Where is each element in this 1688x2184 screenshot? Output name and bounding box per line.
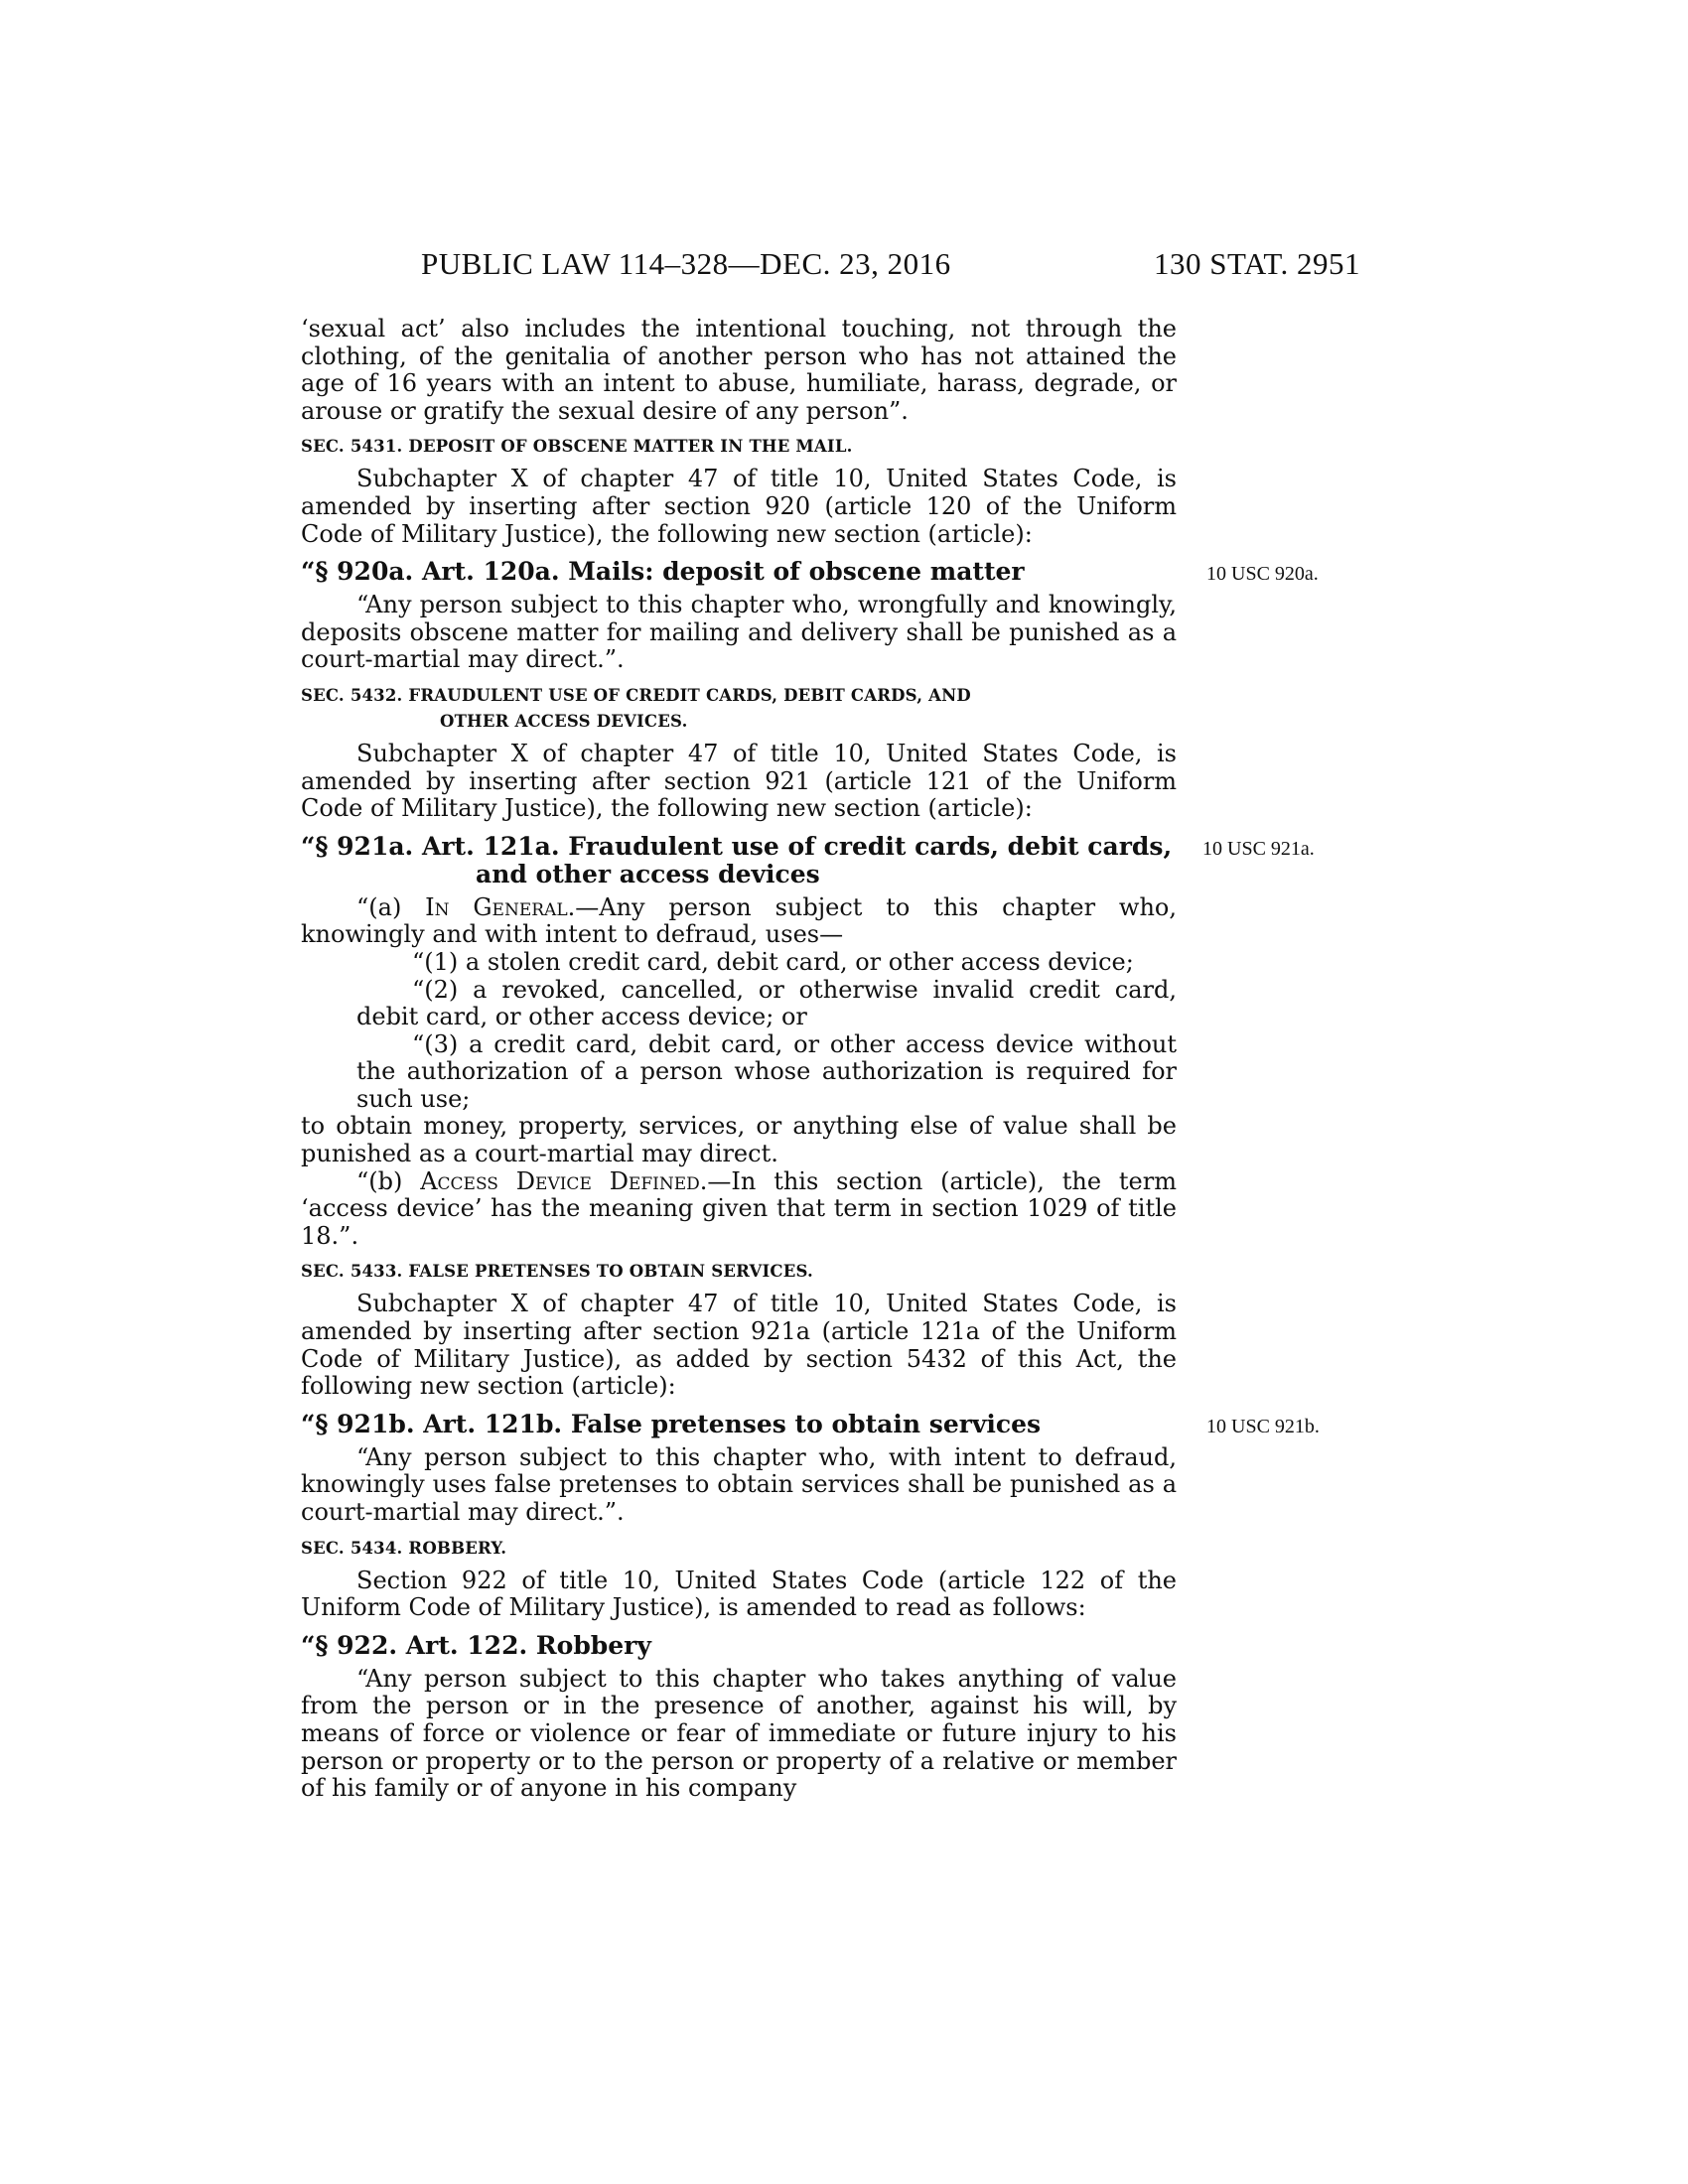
paragraph-item-3: “(3) a credit card, debit card, or other access device without the authorization of a person whose authorization is required for such use; — [356, 1029, 1177, 1113]
paragraph: Subchapter X of chapter 47 of title 10, United States Code, is amended by inserting after section 921a (article 121a of the Uniform Code of Military Justice), as added by section 5432 of this Act, the following new section (article): — [301, 1290, 1177, 1401]
margin-note-921a: 10 USC 921a. — [1202, 837, 1315, 860]
article-heading-921b — [301, 1409, 1320, 1438]
article-heading-line: and other access devices — [476, 859, 820, 888]
subsection-heading: In General — [425, 892, 568, 921]
section-heading-5433: SEC. 5433. FALSE PRETENSES TO OBTAIN SERVICES. — [301, 1262, 813, 1282]
paragraph: Subchapter X of chapter 47 of title 10, United States Code, is amended by inserting after section 920 (article 120 of the Uniform Code of Military Justice), the following new section (article): — [301, 465, 1177, 548]
paragraph: Subchapter X of chapter 47 of title 10, United States Code, is amended by inserting after section 921 (article 121 of the Uniform Code of Military Justice), the following new section (article): — [301, 739, 1177, 823]
paragraph: Section 922 of title 10, United States Code (article 122 of the Uniform Code of Military Justice), is amended to read as follows: — [301, 1566, 1177, 1622]
subsection-label: “(a) — [356, 892, 426, 921]
paragraph-item-1: “(1) a stolen credit card, debit card, or other access device; — [412, 947, 1134, 976]
subsection-b — [301, 1168, 1177, 1251]
article-heading-text: “§ 921b. Art. 121b. False pretenses to obtain services — [301, 1409, 1042, 1438]
margin-note-920a: 10 USC 920a. — [1206, 563, 1319, 586]
statute-page-number: 130 STAT. 2951 — [1153, 246, 1360, 281]
subsection-a — [301, 894, 1177, 949]
header-title: PUBLIC LAW 114–328—DEC. 23, 2016 — [421, 246, 951, 281]
paragraph: “Any person subject to this chapter who, wrongfully and knowingly, deposits obscene matter for mailing and delivery shall be punished as a court-martial may direct.”. — [301, 591, 1177, 674]
paragraph: to obtain money, property, services, or anything else of value shall be punished as a court-martial may direct. — [301, 1112, 1177, 1168]
paragraph: “Any person subject to this chapter who, with intent to defraud, knowingly uses false pretenses to obtain services shall be punished as a court-martial may direct.”. — [301, 1442, 1177, 1526]
paragraph: ‘sexual act’ also includes the intentional touching, not through the clothing, of the genitalia of another person who has not attained the age of 16 years with an intent to abuse, humiliate, harass, degrade, or arouse or gratify the sexual desire of any person”. — [301, 315, 1177, 425]
article-heading-921a — [301, 831, 1315, 888]
subsection-heading: Access Device Defined — [420, 1166, 700, 1195]
section-heading-5434: SEC. 5434. ROBBERY. — [301, 1538, 507, 1558]
subsection-text: .—In this section (article), the term ‘access device’ has the meaning given that term in section 1029 of title 18.”. — [301, 1166, 1177, 1250]
section-heading-line: OTHER ACCESS DEVICES. — [440, 711, 688, 731]
body-column — [301, 315, 1320, 1803]
article-heading-922 — [301, 1632, 1177, 1660]
paragraph: “Any person subject to this chapter who takes anything of value from the person or in the presence of another, against his will, by means of force or violence or fear of immediate or future injury to his person or property or to the person or property of a relative or member of his family or of anyone in his company — [301, 1664, 1177, 1803]
article-heading-text: “§ 922. Art. 122. Robbery — [301, 1630, 651, 1660]
subsection-text: .—Any person subject to this chapter who, knowingly and with intent to defraud, uses— — [301, 892, 1178, 949]
margin-note-921b: 10 USC 921b. — [1206, 1415, 1320, 1437]
article-heading-line: “§ 921a. Art. 121a. Fraudulent use of credit cards, debit cards, — [301, 831, 1173, 861]
paragraph-item-2: “(2) a revoked, cancelled, or otherwise invalid credit card, debit card, or other access device; or — [356, 975, 1177, 1031]
subsection-label: “(b) — [356, 1166, 421, 1195]
section-heading-line: SEC. 5432. FRAUDULENT USE OF CREDIT CARDS, DEBIT CARDS, AND — [301, 685, 971, 705]
article-heading-920a — [301, 557, 1319, 587]
section-heading-5431: SEC. 5431. DEPOSIT OF OBSCENE MATTER IN THE MAIL. — [301, 437, 853, 457]
running-header — [298, 246, 1360, 286]
section-heading-5432 — [301, 683, 1177, 735]
article-heading-text: “§ 920a. Art. 120a. Mails: deposit of obscene matter — [301, 557, 1025, 587]
